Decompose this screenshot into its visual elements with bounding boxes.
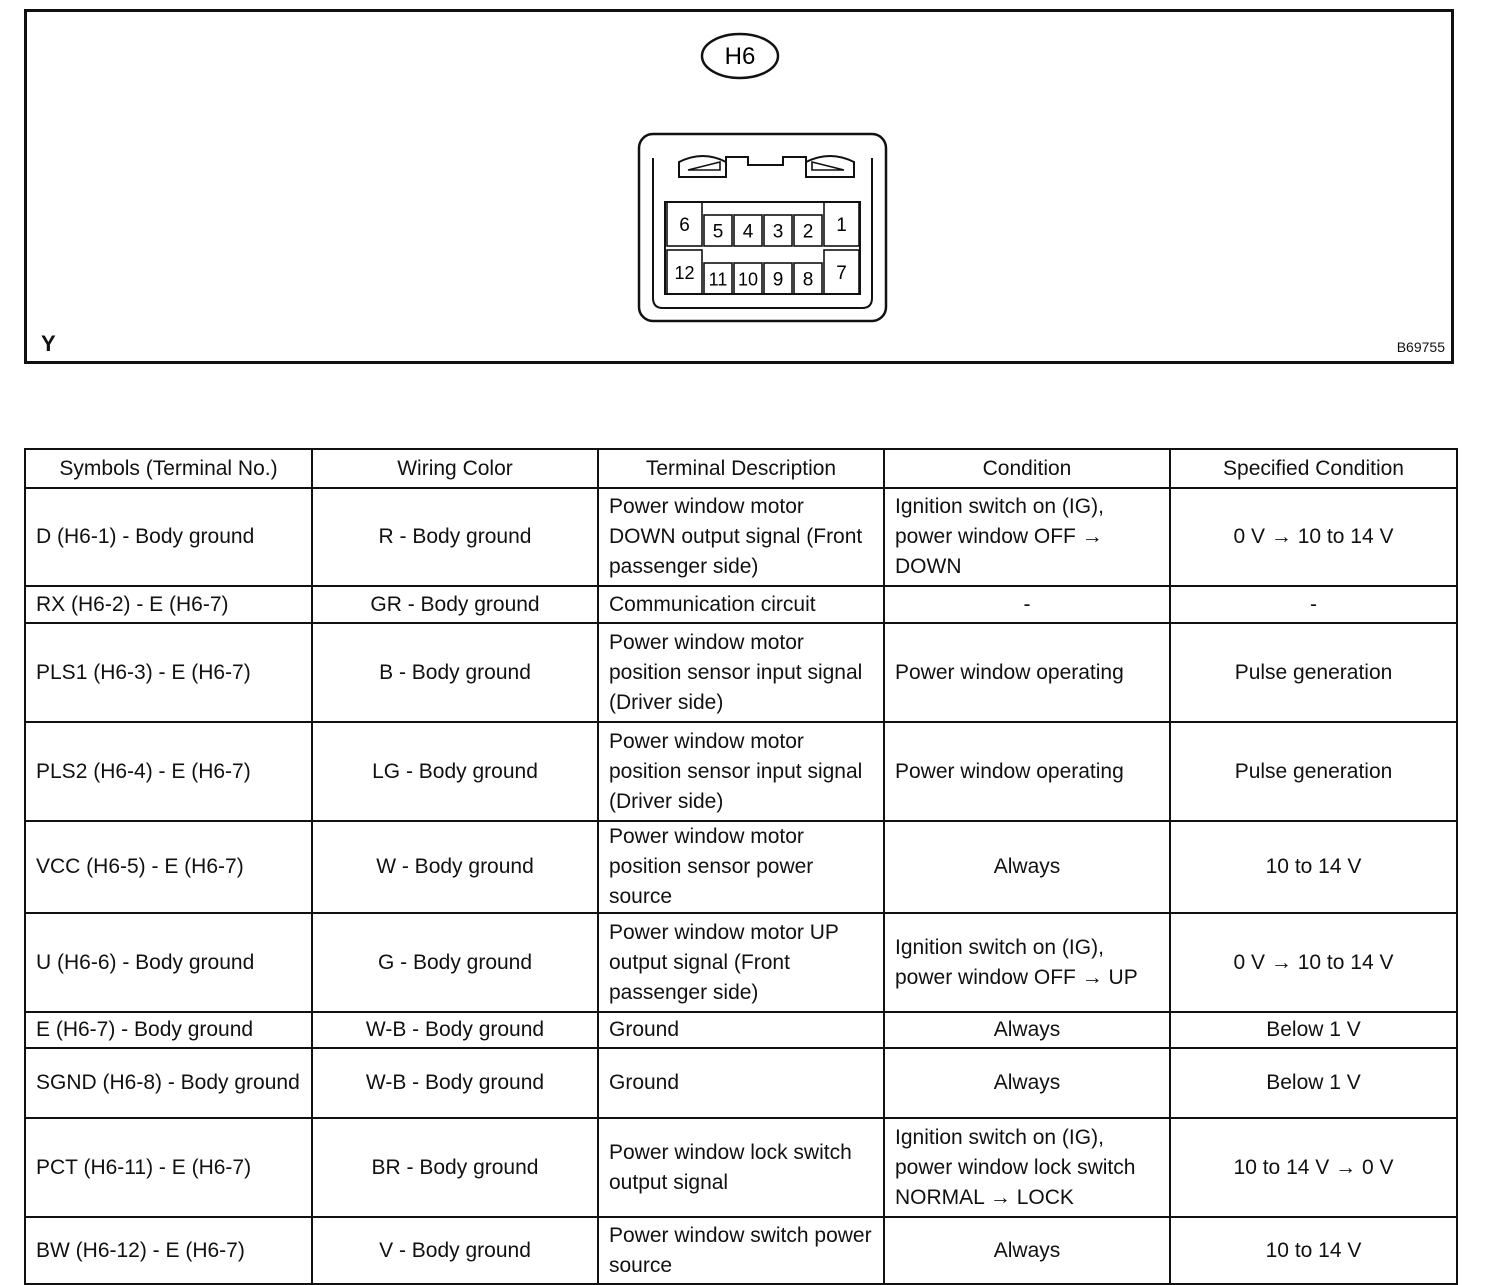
cell-symbols: U (H6-6) - Body ground [25,913,312,1012]
table-row [25,488,1457,586]
cell-terminal-description: Power window motor UP output signal (Front passenger side) [598,913,884,1012]
table-row [25,1217,1457,1284]
cell-terminal-description: Ground [598,1012,884,1048]
table-header-row [25,449,1457,488]
cell-wiring-color: B - Body ground [312,623,598,722]
table-row [25,722,1457,821]
header-symbols: Symbols (Terminal No.) [25,449,312,488]
header-specified-condition: Specified Condition [1170,449,1457,488]
cell-symbols: VCC (H6-5) - E (H6-7) [25,821,312,913]
cell-specified-condition: 0 V → 10 to 14 V [1170,913,1457,1012]
cell-condition: Power window operating [884,722,1170,821]
table-row [25,1012,1457,1048]
cell-condition: Ignition switch on (IG), power window lock switch NORMAL → LOCK [884,1118,1170,1217]
pin-number: 2 [802,221,814,243]
pin-number: 7 [836,263,847,284]
cell-specified-condition: Pulse generation [1170,623,1457,722]
pin-number: 3 [772,221,784,243]
pin-number: 6 [679,215,690,236]
cell-condition: - [884,586,1170,623]
cell-specified-condition: Below 1 V [1170,1048,1457,1118]
pin-number: 10 [737,269,759,290]
cell-condition: Always [884,1217,1170,1284]
pin-number: 11 [708,269,728,290]
cell-terminal-description: Power window motor position sensor input signal (Driver side) [598,722,884,821]
pin-row-bottom [667,250,859,294]
cell-wiring-color: BR - Body ground [312,1118,598,1217]
connector-diagram-frame [24,9,1454,364]
cell-terminal-description: Power window motor position sensor power source [598,821,884,913]
cell-condition: Power window operating [884,623,1170,722]
connector-color-code: Y [41,331,56,356]
table-row [25,1118,1457,1217]
cell-wiring-color: G - Body ground [312,913,598,1012]
pin-number: 12 [674,263,695,283]
header-condition: Condition [884,449,1170,488]
cell-condition: Ignition switch on (IG), power window OFF → DOWN [884,488,1170,586]
cell-terminal-description: Communication circuit [598,586,884,623]
cell-condition: Always [884,821,1170,913]
cell-specified-condition: 10 to 14 V [1170,1217,1457,1284]
cell-wiring-color: W - Body ground [312,821,598,913]
pin-number: 5 [712,221,724,243]
cell-terminal-description: Power window motor DOWN output signal (Front passenger side) [598,488,884,586]
cell-symbols: D (H6-1) - Body ground [25,488,312,586]
cell-wiring-color: LG - Body ground [312,722,598,821]
pin-number: 8 [802,269,814,291]
cell-symbols: E (H6-7) - Body ground [25,1012,312,1048]
table-row [25,821,1457,913]
table-row [25,913,1457,1012]
cell-specified-condition: 0 V → 10 to 14 V [1170,488,1457,586]
table-row [25,586,1457,623]
cell-terminal-description: Power window switch power source [598,1217,884,1284]
pin-number: 4 [742,221,754,243]
cell-specified-condition: - [1170,586,1457,623]
cell-condition: Ignition switch on (IG), power window OFF → UP [884,913,1170,1012]
cell-terminal-description: Power window motor position sensor input signal (Driver side) [598,623,884,722]
cell-condition: Always [884,1048,1170,1118]
cell-condition: Always [884,1012,1170,1048]
table-row [25,1048,1457,1118]
pin-number: 9 [772,269,784,291]
pin-number: 1 [836,215,847,236]
cell-symbols: PLS2 (H6-4) - E (H6-7) [25,722,312,821]
cell-symbols: SGND (H6-8) - Body ground [25,1048,312,1118]
cell-specified-condition: 10 to 14 V → 0 V [1170,1118,1457,1217]
pin-row-top [667,202,859,246]
header-wiring-color: Wiring Color [312,449,598,488]
connector-drawing [27,12,1451,361]
cell-wiring-color: GR - Body ground [312,586,598,623]
cell-symbols: BW (H6-12) - E (H6-7) [25,1217,312,1284]
cell-specified-condition: Below 1 V [1170,1012,1457,1048]
connector-code-label: H6 [724,43,756,70]
cell-symbols: RX (H6-2) - E (H6-7) [25,586,312,623]
terminal-inspection-table [24,448,1458,1285]
cell-wiring-color: R - Body ground [312,488,598,586]
cell-specified-condition: Pulse generation [1170,722,1457,821]
cell-terminal-description: Power window lock switch output signal [598,1118,884,1217]
cell-wiring-color: W-B - Body ground [312,1012,598,1048]
header-terminal-description: Terminal Description [598,449,884,488]
cell-wiring-color: V - Body ground [312,1217,598,1284]
cell-wiring-color: W-B - Body ground [312,1048,598,1118]
cell-symbols: PLS1 (H6-3) - E (H6-7) [25,623,312,722]
figure-id: B69755 [1396,339,1445,355]
cell-symbols: PCT (H6-11) - E (H6-7) [25,1118,312,1217]
table-row [25,623,1457,722]
cell-terminal-description: Ground [598,1048,884,1118]
cell-specified-condition: 10 to 14 V [1170,821,1457,913]
